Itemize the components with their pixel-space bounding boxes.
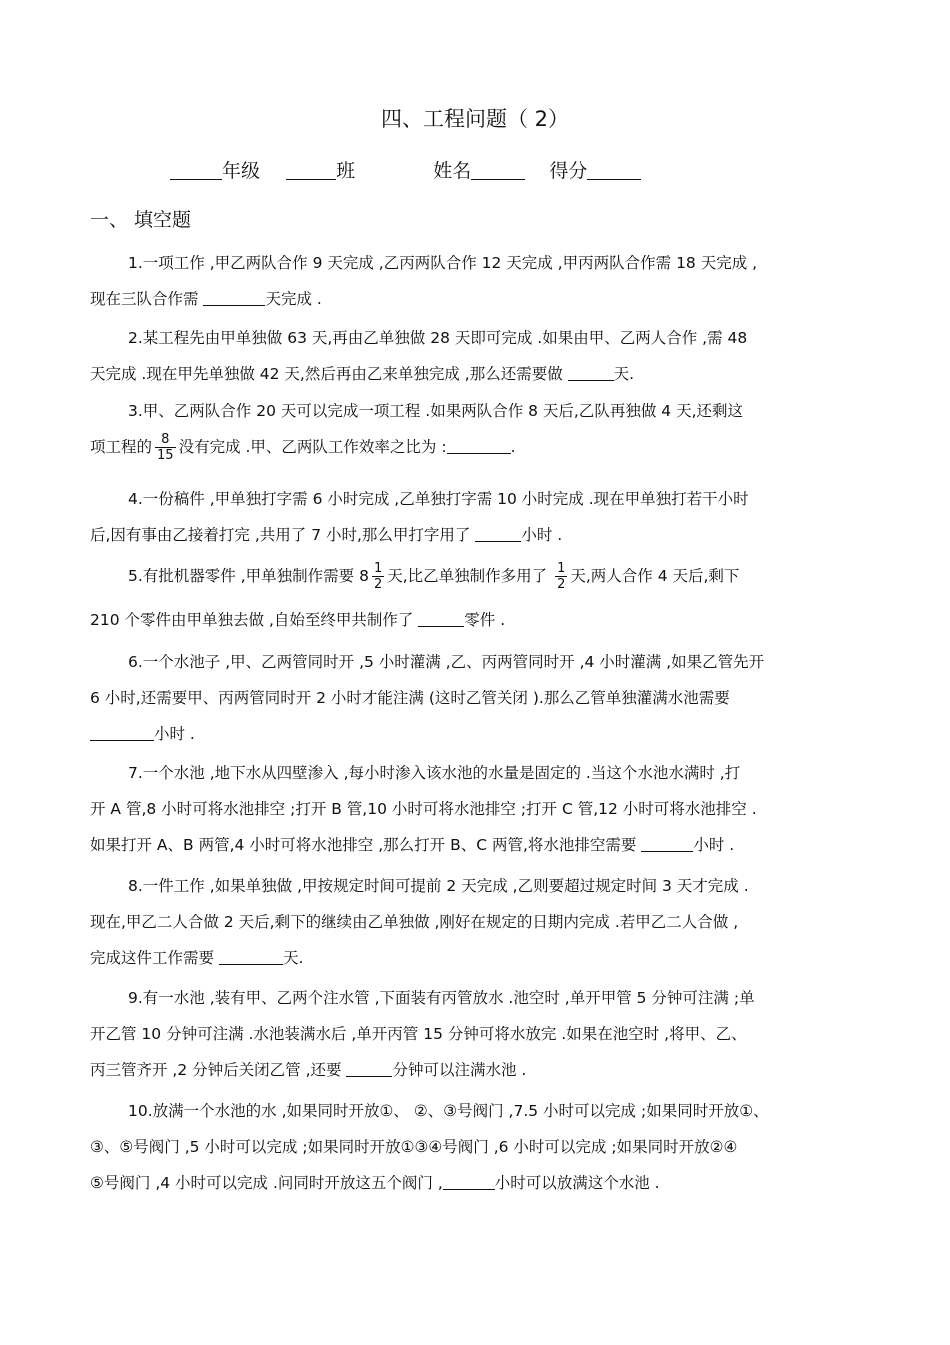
question-text: 3.甲、乙两队合作 20 天可以完成一项工程 .如果两队合作 8 天后,乙队再独做 4 天,还剩这 — [128, 402, 744, 420]
answer-blank[interactable] — [346, 1058, 392, 1077]
grade-blank[interactable] — [170, 159, 222, 180]
question-text: 6 小时,还需要甲、丙两管同时开 2 小时才能注满 (这时乙管关闭 ).那么乙管单独灌满水池需要 — [90, 689, 730, 707]
question-text: 天完成 . — [265, 290, 322, 308]
question-text: 210 个零件由甲单独去做 ,自始至终甲共制作了 — [90, 611, 419, 629]
question-text: 丙三管齐开 ,2 分钟后关闭乙管 ,还要 — [90, 1061, 347, 1079]
answer-blank[interactable] — [568, 362, 614, 381]
question-8 — [90, 868, 865, 976]
question-10 — [90, 1093, 865, 1201]
question-text: 7.一个水池 ,地下水从四壁渗入 ,每小时渗入该水池的水量是固定的 .当这个水池水满时 ,打 — [128, 764, 741, 782]
question-text: 2.某工程先由甲单独做 63 天,再由乙单独做 28 天即可完成 .如果由甲、乙两人合作 ,需 48 — [128, 329, 748, 347]
score-label: 得分 — [549, 160, 588, 182]
question-text: 小时 . — [521, 526, 563, 544]
name-label: 姓名 — [433, 160, 472, 182]
question-text: 完成这件工作需要 — [90, 949, 219, 967]
fraction: $\frac{8}{15}$ — [157, 432, 174, 463]
question-text: . — [510, 438, 516, 456]
question-text: 天,比乙单独制作多用了 — [387, 567, 553, 585]
question-9 — [90, 980, 865, 1088]
answer-blank[interactable] — [90, 722, 154, 741]
question-text: 10.放满一个水池的水 ,如果同时开放①、 ②、③号阀门 ,7.5 小时可以完成 ;如果同时开放①、 — [128, 1102, 769, 1120]
question-text: 零件 . — [464, 611, 506, 629]
student-info-line — [170, 156, 641, 183]
question-2 — [90, 320, 865, 392]
grade-label: 年级 — [222, 160, 261, 182]
page-title: 四、工程问题（ 2） — [380, 107, 570, 131]
section-heading: 一、 填空题 — [90, 209, 192, 231]
question-text: 天,两人合作 4 天后,剩下 — [570, 567, 740, 585]
question-text: 开 A 管,8 小时可将水池排空 ;打开 B 管,10 小时可将水池排空 ;打开 C 管,12 小时可将水池排空 . — [90, 800, 757, 818]
class-blank[interactable] — [286, 159, 336, 180]
answer-blank[interactable] — [219, 946, 283, 965]
score-blank[interactable] — [587, 159, 641, 180]
question-text: 6.一个水池子 ,甲、乙两管同时开 ,5 小时灌满 ,乙、丙两管同时开 ,4 小时灌满 ,如果乙管先开 — [128, 653, 765, 671]
class-label: 班 — [336, 160, 356, 182]
question-3 — [90, 393, 865, 469]
answer-blank[interactable] — [641, 833, 693, 852]
answer-blank[interactable] — [475, 523, 521, 542]
question-text: 后,因有事由乙接着打完 ,共用了 7 小时,那么甲打字用了 — [90, 526, 476, 544]
question-1 — [90, 245, 865, 317]
question-text: 如果打开 A、B 两管,4 小时可将水池排空 ,那么打开 B、C 两管,将水池排空需要 — [90, 836, 642, 854]
question-7 — [90, 755, 865, 863]
question-text: 小时 . — [154, 725, 195, 743]
question-text: 分钟可以注满水池 . — [392, 1061, 527, 1079]
answer-blank[interactable] — [203, 287, 265, 306]
question-text: ⑤号阀门 ,4 小时可以完成 .问同时开放这五个阀门 , — [90, 1174, 443, 1192]
question-text: 天. — [613, 365, 635, 383]
question-text: 小时 . — [693, 836, 735, 854]
answer-blank[interactable] — [418, 608, 464, 627]
fraction: $\frac{1}{2}$ — [557, 561, 566, 592]
question-text: 现在三队合作需 — [90, 290, 204, 308]
question-text: 天. — [282, 949, 304, 967]
name-blank[interactable] — [471, 159, 525, 180]
question-6 — [90, 644, 865, 752]
question-text: 5.有批机器零件 ,甲单独制作需要 8 — [128, 567, 369, 585]
question-5 — [90, 558, 865, 638]
question-4 — [90, 481, 865, 553]
answer-blank[interactable] — [447, 435, 511, 454]
question-text: 9.有一水池 ,装有甲、乙两个注水管 ,下面装有丙管放水 .池空时 ,单开甲管 5 分钟可注满 ;单 — [128, 989, 755, 1007]
question-text: 8.一件工作 ,如果单独做 ,甲按规定时间可提前 2 天完成 ,乙则要超过规定时间 3 天才完成 . — [128, 877, 749, 895]
question-text: 开乙管 10 分钟可注满 .水池装满水后 ,单开丙管 15 分钟可将水放完 .如果在池空时 ,将甲、乙、 — [90, 1025, 747, 1043]
question-text: 没有完成 .甲、乙两队工作效率之比为 : — [178, 438, 447, 456]
answer-blank[interactable] — [443, 1171, 495, 1190]
question-text: 天完成 .现在甲先单独做 42 天,然后再由乙来单独完成 ,那么还需要做 — [90, 365, 568, 383]
fraction: $\frac{1}{2}$ — [373, 561, 383, 592]
question-text: 4.一份稿件 ,甲单独打字需 6 小时完成 ,乙单独打字需 10 小时完成 .现在甲单独打若干小时 — [128, 490, 749, 508]
question-text: ③、⑤号阀门 ,5 小时可以完成 ;如果同时开放①③④号阀门 ,6 小时可以完成 ;如果同时开放②④ — [90, 1138, 738, 1156]
question-text: 小时可以放满这个水池 . — [494, 1174, 660, 1192]
question-text: 现在,甲乙二人合做 2 天后,剩下的继续由乙单独做 ,刚好在规定的日期内完成 .若甲乙二人合做 , — [90, 913, 739, 931]
question-text: 项工程的 — [90, 438, 153, 456]
question-text: 1.一项工作 ,甲乙两队合作 9 天完成 ,乙丙两队合作 12 天完成 ,甲丙两队合作需 18 天完成 , — [128, 254, 758, 272]
